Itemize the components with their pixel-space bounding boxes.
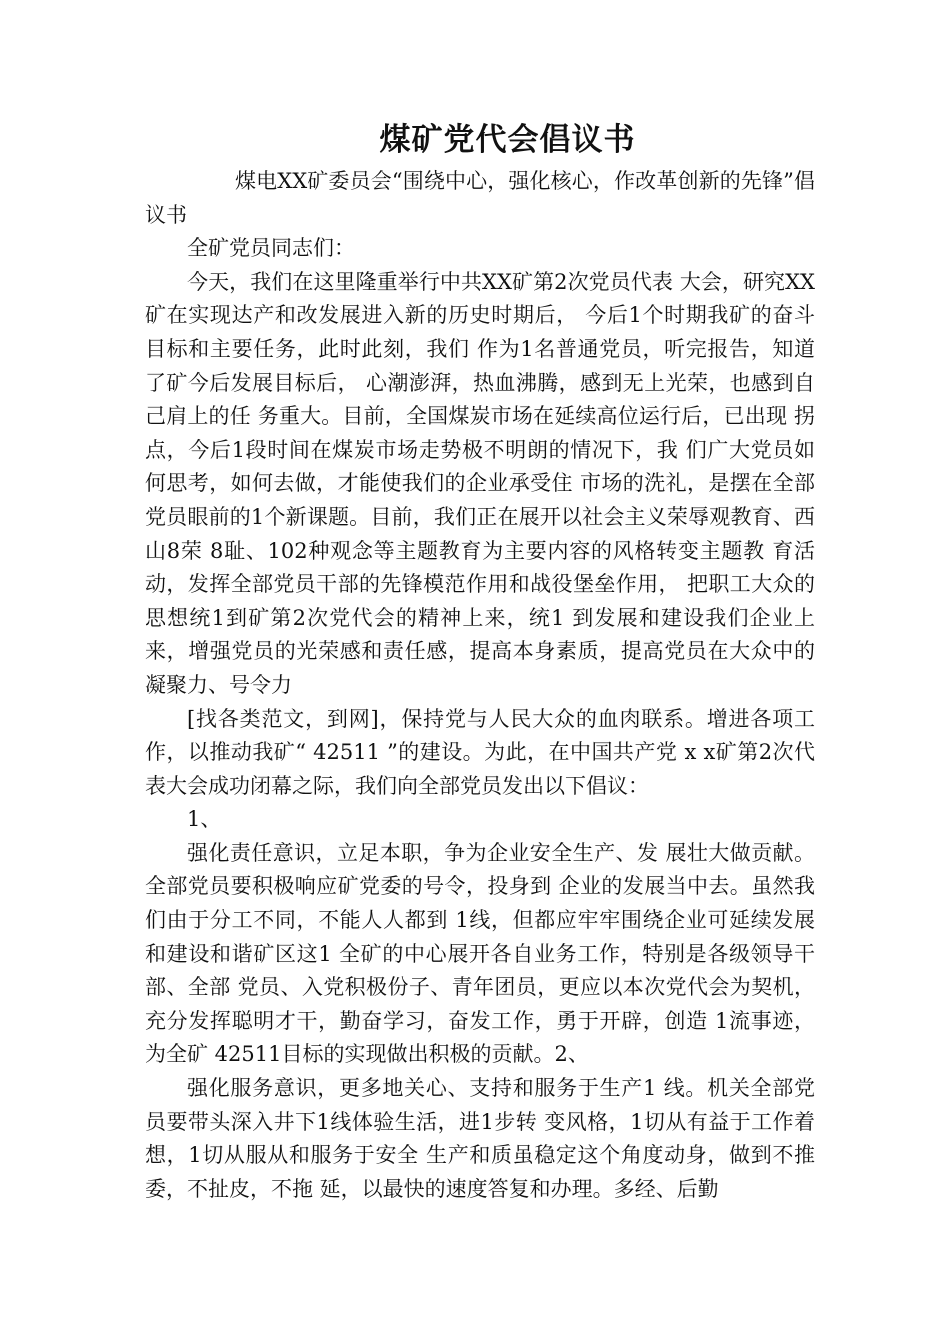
body-paragraph: 强化责任意识，立足本职，争为企业安全生产、发 展壮大做贡献。全部党员要积极响应矿党委的号令，投身到 企业的发展当中去。虽然我们由于分工不同，不能人人都到 1线，但都应牢牢围绕企业可延续发展和建设和谐矿区这1 全矿的中心展开各自业务工作，特别是各级领导干部、全部 党员、入党积极份子、青年团员，更应以本次党代会为契机， 充分发挥聪明才干，勤奋学习，奋发工作，勇于开辟，创造 1流事迹，为全矿 42511目标的实现做出积极的贡献。2、 — [145, 840, 815, 1067]
salutation-paragraph: 全矿党员同志们： — [187, 236, 355, 261]
body-paragraph: 强化服务意识，更多地关心、支持和服务于生产1 线。机关全部党员要带头深入井下1线体验生活，进1步转 变风格，1切从有益于工作着想，1切从服从和服务于安全 生产和质虽稳定这个角度动身，做到不推委，不扯皮，不拖 延，以最快的速度答复和办理。多经、后勤 — [145, 1076, 815, 1201]
list-number: 1、 — [187, 807, 222, 832]
document-title: 煤矿党代会倡议书 — [379, 122, 636, 158]
body-paragraph: 今天，我们在这里隆重举行中共XX矿第2次党员代表 大会，研究XX矿在实现达产和改发展进入新的历史时期后， 今后1个时期我矿的奋斗目标和主要任务，此时此刻，我们 作为1名普通党员，听完报告，知道了矿今后发展目标后， 心潮澎湃，热血沸腾，感到无上光荣，也感到自己肩上的任 务重大。目前，全国煤炭市场在延续高位运行后，已出现 拐点，今后1段时间在煤炭市场走势极不明朗的情况下，我 们广大党员如何思考，如何去做，才能使我们的企业承受住 市场的洗礼，是摆在全部党员眼前的1个新课题。目前，我们正在展开以社会主义荣辱观教育、西山8荣 8耻、102种观念等主题教育为主要内容的风格转变主题教 育活动，发挥全部党员干部的先锋模范作用和战役堡垒作用， 把职工大众的思想统1到矿第2次党代会的精神上来，统1 到发展和建设我们企业上来，增强党员的光荣感和责任感，提高本身素质，提高党员在大众中的凝聚力、号令力 — [145, 269, 815, 697]
subtitle-paragraph: 煤电XX矿委员会“围绕中心，强化核心，作改革创新的先锋”倡议书 — [145, 169, 815, 227]
document-body — [145, 165, 815, 1206]
body-paragraph: [找各类范文，到网]，保持党与人民大众的血肉联系。增进各项工作，以推动我矿“ 42511 ”的建设。为此，在中国共产党 x x矿第2次代表大会成功闭幕之际，我们向全部党员发出以下倡议： — [145, 706, 815, 798]
